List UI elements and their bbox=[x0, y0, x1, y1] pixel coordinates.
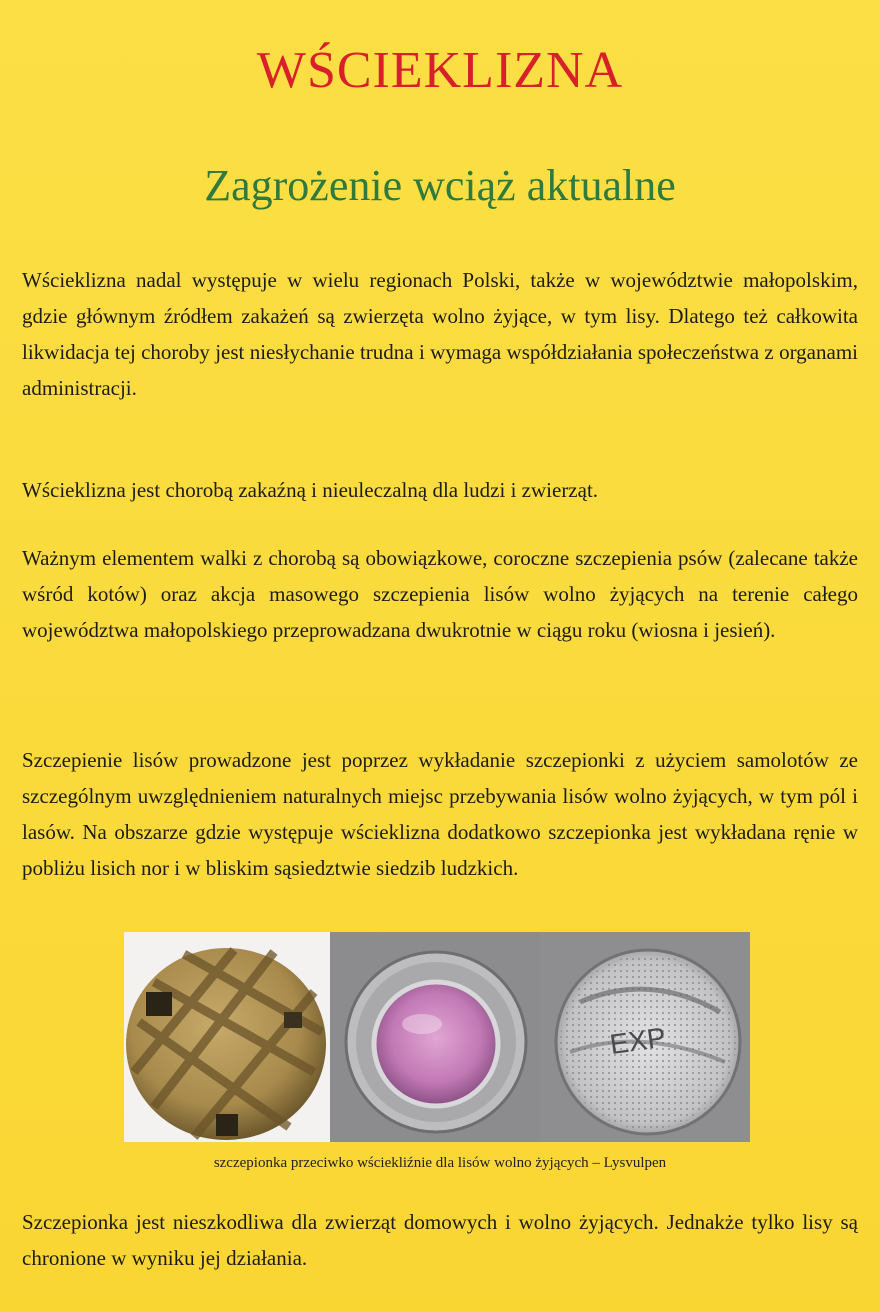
paragraph-rabies-incurable: Wścieklizna jest chorobą zakaźną i nieuleczalną dla ludzi i zwierząt. bbox=[22, 478, 599, 502]
paragraph-fox-vaccination-method: Szczepienie lisów prowadzone jest poprzez wykładanie szczepionki z użyciem samolotów ze szczególnym uwzględnieniem naturalnych miejsc przebywania lisów wolno żyjących, w tym pól i lasów. Na obszarze gdzie występuje wścieklizna dodatkowo szczepionka jest wykładana ręnie w pobliżu lisich nor i w bliskim sąsiedztwie siedzib ludzkich. bbox=[22, 748, 858, 880]
page-title: WŚCIEKLIZNA bbox=[256, 42, 624, 99]
vaccine-photos bbox=[124, 932, 750, 1142]
paragraph-vaccine-safety: Szczepionka jest nieszkodliwa dla zwierząt domowych i wolno żyjących. Jednakże tylko lisy są chronione w wyniku jej działania. bbox=[22, 1210, 858, 1270]
photo-caption: szczepionka przeciwko wściekliźnie dla lisów wolno żyjących – Lysvulpen bbox=[213, 1155, 667, 1171]
paragraph-rabies-occurrence: Wścieklizna nadal występuje w wielu regionach Polski, także w województwie małopolskim, gdzie głównym źródłem zakażeń są zwierzęta wolno żyjące, w tym lisy. Dlatego też całkowita likwidacja tej choroby jest niesłychanie trudna i wymaga współdziałania społeczeństwa z organami administracji. bbox=[22, 268, 858, 400]
paragraph-vaccination-program: Ważnym elementem walki z chorobą są obowiązkowe, coroczne szczepienia psów (zalecane także wśród kotów) oraz akcja masowego szczepienia lisów wolno żyjących na terenie całego województwa małopolskiego przeprowadzana dwukrotnie w ciągu roku (wiosna i jesień). bbox=[22, 546, 858, 642]
blister-pink-photo bbox=[330, 932, 540, 1142]
bait-pellet-icon bbox=[124, 932, 330, 1142]
blister-foil-photo bbox=[540, 932, 750, 1142]
foil-exp-text: EXP bbox=[607, 1021, 668, 1061]
blister-pink-capsule-icon bbox=[330, 932, 540, 1142]
page-subtitle: Zagrożenie wciąż aktualne bbox=[204, 161, 676, 210]
blister-foil-back-icon bbox=[540, 932, 750, 1142]
bait-pellet-photo bbox=[124, 932, 330, 1142]
